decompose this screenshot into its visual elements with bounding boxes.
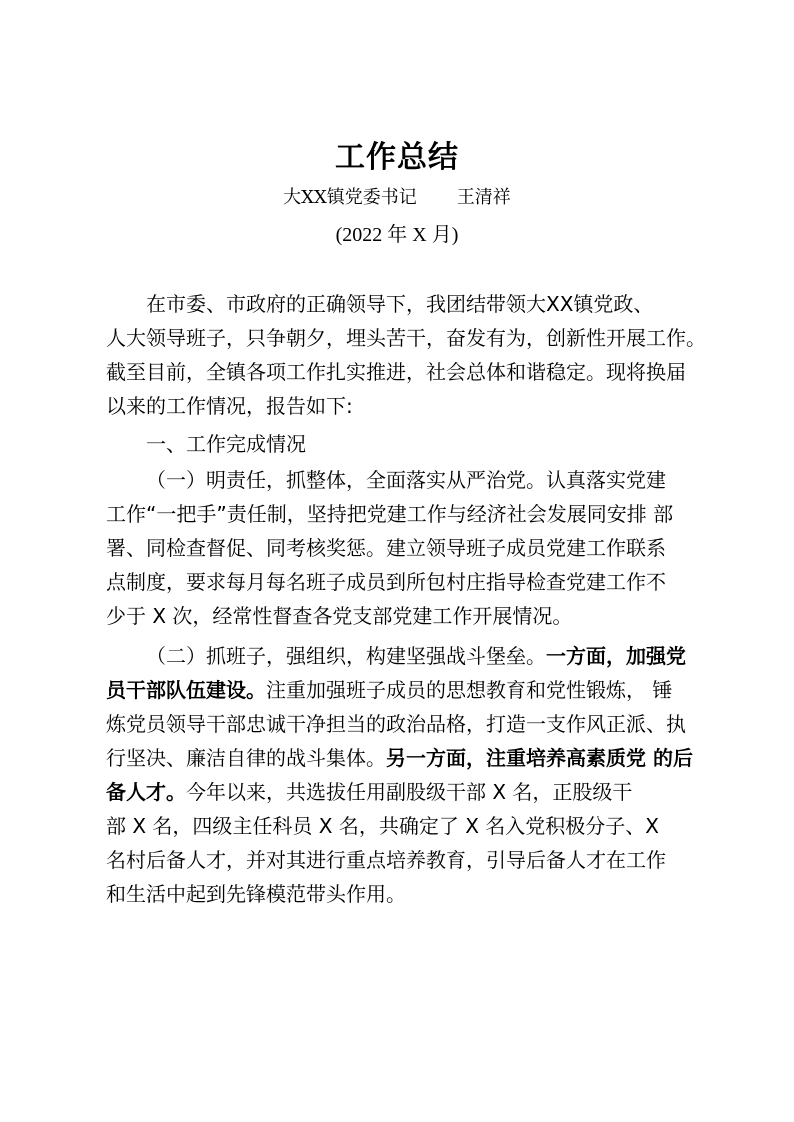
- section-1-heading: 一、工作完成情况: [146, 432, 306, 456]
- section-heading: [106, 427, 718, 461]
- item-2-heading: （二）抓班子，强组织，构建坚强战斗堡垒。: [146, 644, 546, 668]
- text-line: 少于 X 次，经常性督查各党支部党建工作开展情况。: [106, 604, 573, 628]
- bold-phrase: 一方面，加强党: [546, 644, 686, 668]
- text-line: 工作“一把手”责任制，坚持把党建工作与经济社会发展同安排 部: [106, 502, 674, 526]
- text-line: 人大领导班子，只争朝夕，埋头苦干，奋发有为，创新性开展工作。: [106, 326, 706, 350]
- text-line: 截至目前，全镇各项工作扎实推进，社会总体和谐稳定。现将换届: [106, 360, 686, 384]
- text-line: 点制度，要求每月每名班子成员到所包村庄指导检查党建工作不: [106, 570, 666, 594]
- author-line: [0, 184, 794, 212]
- item-1-paragraph: [106, 463, 718, 633]
- item-2-paragraph: [106, 639, 718, 911]
- text-line: 署、同检查督促、同考核奖惩。建立领导班子成员党建工作联系: [106, 536, 666, 560]
- text-line: [106, 673, 718, 707]
- text-span: 今年以来，共选拔任用副股级干部 X 名，正股级干: [186, 780, 633, 804]
- text-span: 注重加强班子成员的思想教育和党性锻炼， 锤: [266, 678, 673, 702]
- text-line: [106, 639, 718, 673]
- text-line: [106, 741, 718, 775]
- bold-phrase: 备人才。: [106, 780, 186, 804]
- text-span: 行坚决、廉洁自律的战斗集体。: [106, 746, 386, 770]
- text-line: 以来的工作情况，报告如下:: [106, 394, 353, 418]
- text-line: 炼党员领导干部忠诚干净担当的政治品格，打造一支作风正派、执: [106, 712, 686, 736]
- text-line: [106, 775, 718, 809]
- text-line: 和生活中起到先锋模范带头作用。: [106, 882, 406, 906]
- bold-phrase: 员干部队伍建设。: [106, 678, 266, 702]
- bold-phrase: 另一方面，注重培养高素质党 的后: [386, 746, 693, 770]
- text-line: 部 X 名，四级主任科员 X 名，共确定了 X 名入党积极分子、X: [106, 814, 659, 838]
- intro-paragraph: [106, 287, 718, 423]
- document-date: (2022 年 X 月): [335, 224, 459, 246]
- text-line: 在市委、市政府的正确领导下，我团结带领大XX镇党政、: [146, 292, 654, 316]
- document-title: 工作总结: [335, 140, 459, 175]
- text-line: （一）明责任，抓整体，全面落实从严治党。认真落实党建: [146, 468, 666, 492]
- author-name: 王清祥: [456, 187, 511, 208]
- author-role: 大XX镇党委书记: [283, 187, 417, 208]
- text-line: 名村后备人才，并对其进行重点培养教育，引导后备人才在工作: [106, 848, 666, 872]
